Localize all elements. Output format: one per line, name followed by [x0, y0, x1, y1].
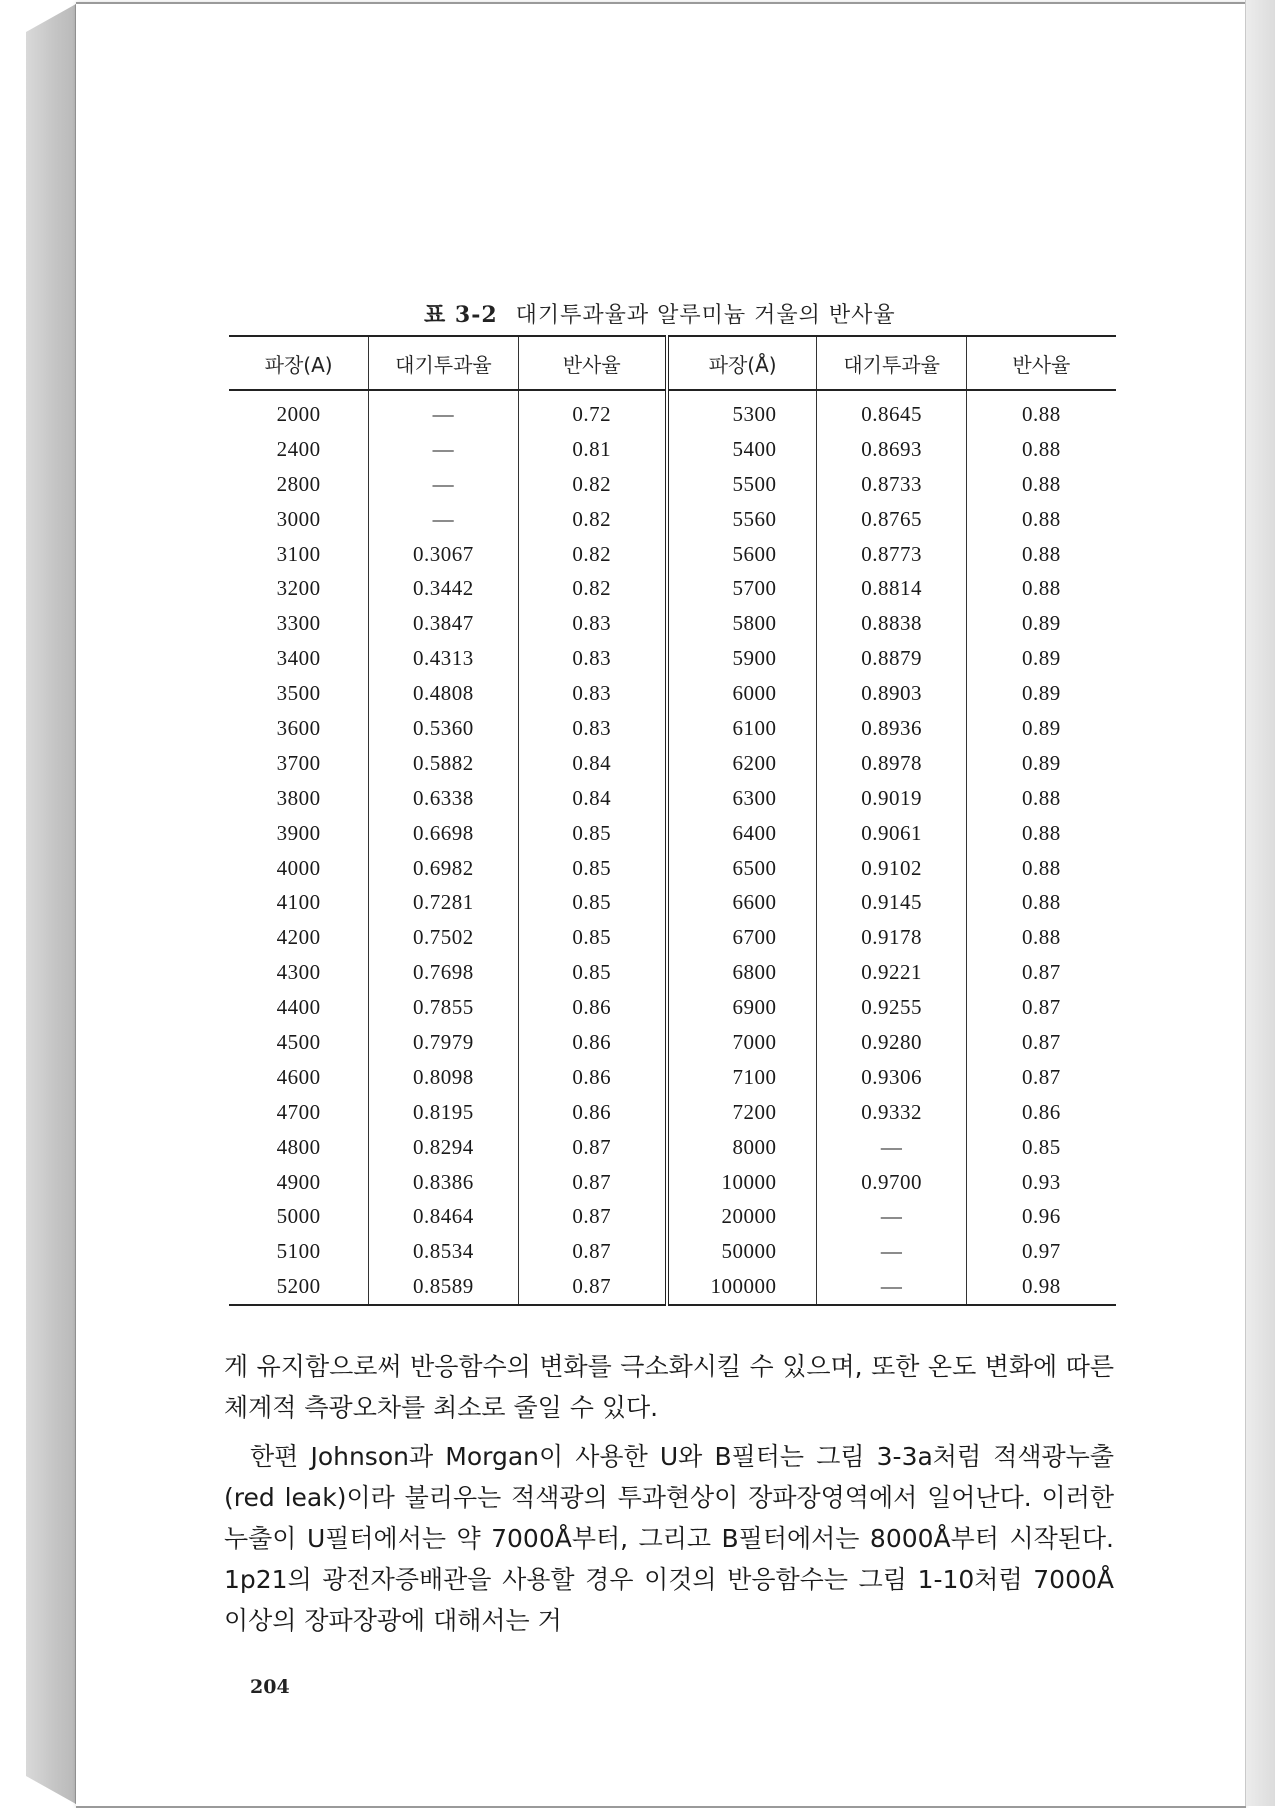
- table-cell: 0.87: [518, 1130, 667, 1165]
- table-cell: 3600: [276, 715, 321, 740]
- table-cell: 0.89: [966, 606, 1116, 641]
- table-cell: 0.9221: [817, 955, 966, 990]
- table-cell: 0.8936: [817, 711, 966, 746]
- table-cell: 7000: [667, 1025, 817, 1060]
- table-cell: 0.86: [518, 990, 667, 1025]
- table-cell: 0.8464: [369, 1199, 518, 1234]
- table-row: [229, 432, 1116, 467]
- table-row: [229, 641, 1116, 676]
- table-cell: 4200: [276, 925, 321, 950]
- paragraph-1: 게 유지함으로써 반응함수의 변화를 극소화시킬 수 있으며, 또한 온도 변화에 따른 체계적 측광오차를 최소로 줄일 수 있다.: [224, 1352, 1114, 1422]
- table-row: [229, 816, 1116, 851]
- table-cell: 0.97: [966, 1234, 1116, 1269]
- table-cell: 0.98: [966, 1269, 1116, 1305]
- table-cell: 0.8978: [817, 746, 966, 781]
- table-cell: 0.7502: [369, 920, 518, 955]
- table-cell: 0.8294: [369, 1130, 518, 1165]
- table-row: [229, 571, 1116, 606]
- table-cell: 0.87: [518, 1199, 667, 1234]
- table-cell: 0.88: [966, 390, 1116, 432]
- table-cell: 0.3442: [369, 571, 518, 606]
- table-cell: 0.88: [966, 885, 1116, 920]
- header-wavelength-2: 파장(Å): [667, 336, 817, 390]
- header-transmission-2: 대기투과율: [817, 336, 966, 390]
- table-row: [229, 1269, 1116, 1305]
- table-cell: 0.87: [518, 1165, 667, 1200]
- table-cell: 5560: [667, 502, 817, 537]
- table-cell: 5200: [276, 1274, 321, 1299]
- table-cell: 0.93: [966, 1165, 1116, 1200]
- table-cell: 0.88: [966, 502, 1116, 537]
- table-cell: 5700: [667, 571, 817, 606]
- table-cell: 5000: [276, 1204, 321, 1229]
- table-cell: 0.82: [518, 571, 667, 606]
- table-cell: —: [369, 432, 518, 467]
- header-reflectance-2: 반사율: [966, 336, 1116, 390]
- table-cell: —: [369, 390, 518, 432]
- table-cell: 0.8773: [817, 537, 966, 572]
- table-cell: 0.88: [966, 920, 1116, 955]
- table-cell: 0.8879: [817, 641, 966, 676]
- table-cell: 4900: [276, 1169, 321, 1194]
- table-cell: 0.87: [966, 1060, 1116, 1095]
- table-row: [229, 1234, 1116, 1269]
- book-spine-edge: [26, 4, 76, 1804]
- table-title: 대기투과율과 알루미늄 거울의 반사율: [515, 303, 896, 328]
- table-cell: 0.85: [966, 1130, 1116, 1165]
- table-cell: 0.9019: [817, 781, 966, 816]
- table-cell: 0.5882: [369, 746, 518, 781]
- table-cell: 0.8534: [369, 1234, 518, 1269]
- table-cell: 2400: [276, 436, 321, 461]
- table-cell: 0.8589: [369, 1269, 518, 1305]
- table-row: [229, 1025, 1116, 1060]
- table-cell: 3200: [276, 576, 321, 601]
- table-cell: 0.8098: [369, 1060, 518, 1095]
- table-header-row: [229, 336, 1116, 390]
- table-cell: 4700: [276, 1099, 321, 1124]
- table-cell: 6500: [667, 851, 817, 886]
- table-cell: 6900: [667, 990, 817, 1025]
- page-right-edge: [1245, 0, 1275, 1806]
- table-cell: 0.7979: [369, 1025, 518, 1060]
- table-cell: 0.8195: [369, 1095, 518, 1130]
- table-cell: 0.9102: [817, 851, 966, 886]
- table-cell: 0.88: [966, 467, 1116, 502]
- table-cell: 0.82: [518, 467, 667, 502]
- table-cell: 0.85: [518, 920, 667, 955]
- table-cell: 4800: [276, 1134, 321, 1159]
- table-cell: 4000: [276, 855, 321, 880]
- table-cell: 0.89: [966, 711, 1116, 746]
- table-row: [229, 990, 1116, 1025]
- table-cell: 20000: [667, 1199, 817, 1234]
- table-row: [229, 676, 1116, 711]
- table-cell: 6800: [667, 955, 817, 990]
- table-cell: 3900: [276, 820, 321, 845]
- table-cell: 6200: [667, 746, 817, 781]
- table-cell: 4600: [276, 1064, 321, 1089]
- table-cell: 0.89: [966, 676, 1116, 711]
- table-cell: —: [817, 1234, 966, 1269]
- table-cell: 0.6338: [369, 781, 518, 816]
- table-cell: 0.84: [518, 781, 667, 816]
- table-cell: 2800: [276, 471, 321, 496]
- table-body: [229, 390, 1116, 1305]
- table-cell: 5600: [667, 537, 817, 572]
- table-cell: 0.6698: [369, 816, 518, 851]
- table-cell: 5800: [667, 606, 817, 641]
- table-row: [229, 1095, 1116, 1130]
- table-cell: 6100: [667, 711, 817, 746]
- table-cell: 0.7855: [369, 990, 518, 1025]
- table-cell: 0.84: [518, 746, 667, 781]
- table-row: [229, 390, 1116, 432]
- table-cell: 0.87: [518, 1269, 667, 1305]
- table-cell: 0.83: [518, 641, 667, 676]
- table-cell: 0.8903: [817, 676, 966, 711]
- table-caption: [424, 298, 944, 329]
- table-cell: 0.9145: [817, 885, 966, 920]
- table-cell: 0.83: [518, 676, 667, 711]
- table-cell: 0.87: [966, 990, 1116, 1025]
- header-reflectance-1: 반사율: [518, 336, 667, 390]
- table-cell: 0.89: [966, 641, 1116, 676]
- table-cell: 0.88: [966, 851, 1116, 886]
- table-cell: 6000: [667, 676, 817, 711]
- table-cell: 3000: [276, 506, 321, 531]
- table-cell: 0.87: [966, 1025, 1116, 1060]
- table-cell: 0.8386: [369, 1165, 518, 1200]
- table-cell: —: [817, 1269, 966, 1305]
- table-cell: 0.6982: [369, 851, 518, 886]
- table-cell: 0.8838: [817, 606, 966, 641]
- table-row: [229, 711, 1116, 746]
- table-cell: 5500: [667, 467, 817, 502]
- table-cell: 0.8693: [817, 432, 966, 467]
- table-cell: 0.88: [966, 537, 1116, 572]
- table-cell: 7100: [667, 1060, 817, 1095]
- table-cell: 100000: [667, 1269, 817, 1305]
- table-row: [229, 955, 1116, 990]
- table-cell: 0.9700: [817, 1165, 966, 1200]
- table-row: [229, 1199, 1116, 1234]
- table-cell: 50000: [667, 1234, 817, 1269]
- table-row: [229, 1165, 1116, 1200]
- table-label: 표 3-2: [424, 302, 498, 328]
- table-cell: 4300: [276, 960, 321, 985]
- table-cell: 0.7281: [369, 885, 518, 920]
- table-cell: 2000: [276, 401, 321, 426]
- table-cell: 0.7698: [369, 955, 518, 990]
- table-cell: 0.82: [518, 537, 667, 572]
- table-cell: 3500: [276, 681, 321, 706]
- table-row: [229, 467, 1116, 502]
- table-cell: —: [369, 502, 518, 537]
- table-cell: 0.87: [518, 1234, 667, 1269]
- table-cell: 0.86: [966, 1095, 1116, 1130]
- table-cell: 0.89: [966, 746, 1116, 781]
- table-cell: 6600: [667, 885, 817, 920]
- table-cell: —: [817, 1130, 966, 1165]
- table-cell: 0.86: [518, 1025, 667, 1060]
- table-cell: 4400: [276, 995, 321, 1020]
- table-cell: 3400: [276, 646, 321, 671]
- table-cell: 0.85: [518, 885, 667, 920]
- transmission-reflectance-table: [229, 335, 1116, 1306]
- table-cell: 0.8814: [817, 571, 966, 606]
- table-row: [229, 1130, 1116, 1165]
- paragraph-2: 한편 Johnson과 Morgan이 사용한 U와 B필터는 그림 3-3a처럼 적색광누출(red leak)이라 불리우는 적색광의 투과현상이 장파장영역에서 일어난다. 이러한 누출이 U필터에서는 약 7000Å부터, 그리고 B필터에서는 8000Å부터 시작된다. 1p21의 광전자증배관을 사용할 경우 이것의 반응함수는 그림 1-10처럼 7000Å 이상의 장파장광에 대해서는 거: [224, 1442, 1114, 1635]
- table-cell: 0.96: [966, 1199, 1116, 1234]
- table-row: [229, 885, 1116, 920]
- table-cell: 3800: [276, 785, 321, 810]
- table-cell: 8000: [667, 1130, 817, 1165]
- body-text: [224, 1346, 1114, 1641]
- table-row: [229, 781, 1116, 816]
- table-cell: 0.4313: [369, 641, 518, 676]
- table-row: [229, 537, 1116, 572]
- table-cell: 3700: [276, 750, 321, 775]
- table-cell: 0.85: [518, 955, 667, 990]
- table-cell: 0.4808: [369, 676, 518, 711]
- table-cell: 0.86: [518, 1095, 667, 1130]
- table-row: [229, 502, 1116, 537]
- table-cell: 0.85: [518, 816, 667, 851]
- header-wavelength-1: 파장(A): [229, 336, 369, 390]
- table-cell: 0.82: [518, 502, 667, 537]
- table-cell: 6700: [667, 920, 817, 955]
- table-cell: 7200: [667, 1095, 817, 1130]
- table-cell: 0.88: [966, 781, 1116, 816]
- table-row: [229, 1060, 1116, 1095]
- table-row: [229, 746, 1116, 781]
- table-cell: 0.5360: [369, 711, 518, 746]
- table-cell: 0.83: [518, 711, 667, 746]
- table-cell: 5900: [667, 641, 817, 676]
- table-cell: 0.88: [966, 432, 1116, 467]
- table-cell: 0.9178: [817, 920, 966, 955]
- table-cell: 6300: [667, 781, 817, 816]
- table-cell: 0.87: [966, 955, 1116, 990]
- table-cell: 0.81: [518, 432, 667, 467]
- table-cell: 5100: [276, 1239, 321, 1264]
- table-row: [229, 920, 1116, 955]
- table-cell: 0.85: [518, 851, 667, 886]
- table-cell: 0.9306: [817, 1060, 966, 1095]
- table-cell: 0.9061: [817, 816, 966, 851]
- table-cell: 0.72: [518, 390, 667, 432]
- table-cell: 5400: [667, 432, 817, 467]
- table-cell: 3300: [276, 611, 321, 636]
- table-cell: —: [369, 467, 518, 502]
- table-cell: —: [817, 1199, 966, 1234]
- table-cell: 5300: [667, 390, 817, 432]
- table-cell: 0.9255: [817, 990, 966, 1025]
- table-cell: 0.8645: [817, 390, 966, 432]
- table-cell: 3100: [276, 541, 321, 566]
- table-cell: 4500: [276, 1029, 321, 1054]
- table-cell: 0.8765: [817, 502, 966, 537]
- table-row: [229, 606, 1116, 641]
- table-cell: 0.3847: [369, 606, 518, 641]
- table-cell: 0.9332: [817, 1095, 966, 1130]
- table-cell: 10000: [667, 1165, 817, 1200]
- table-cell: 0.9280: [817, 1025, 966, 1060]
- table-cell: 4100: [276, 890, 321, 915]
- table-cell: 0.88: [966, 571, 1116, 606]
- table-cell: 0.83: [518, 606, 667, 641]
- table-cell: 0.88: [966, 816, 1116, 851]
- table-cell: 0.3067: [369, 537, 518, 572]
- header-transmission-1: 대기투과율: [369, 336, 518, 390]
- table-cell: 6400: [667, 816, 817, 851]
- table-cell: 0.8733: [817, 467, 966, 502]
- table-row: [229, 851, 1116, 886]
- page-number: 204: [250, 1676, 290, 1698]
- table-cell: 0.86: [518, 1060, 667, 1095]
